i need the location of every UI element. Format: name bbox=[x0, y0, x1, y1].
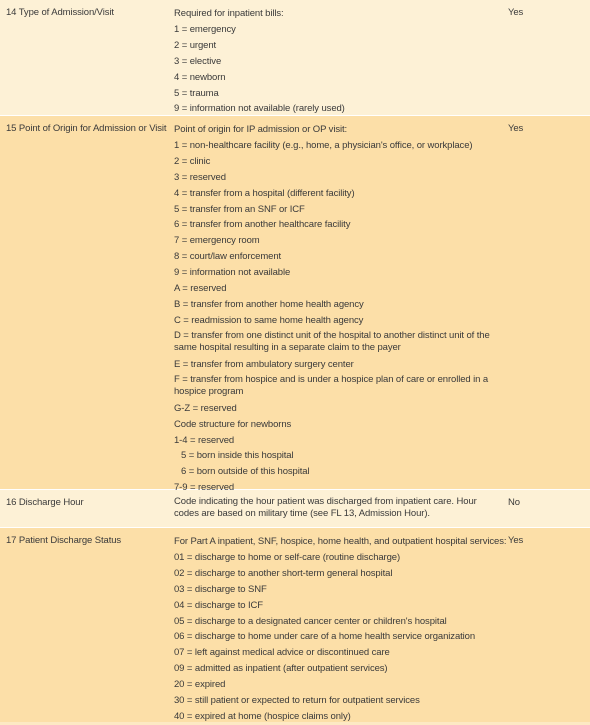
code-line: Required for inpatient bills: bbox=[174, 8, 284, 19]
code-line: 8 = court/law enforcement bbox=[174, 251, 282, 263]
code-line: 1 = emergency bbox=[174, 23, 236, 35]
description-text: Code indicating the hour patient was discharged from inpatient care. Hour codes are based on military time (see FL 13, Admission Hour). bbox=[174, 496, 477, 519]
table-row bbox=[0, 528, 590, 722]
code-line: F = transfer from hospice and is under a hospice plan of care or enrolled in a hospice program bbox=[174, 373, 489, 397]
field-name-cell: 14 Type of Admission/Visit bbox=[6, 7, 114, 18]
code-line: 6 = born outside of this hospital bbox=[181, 466, 310, 478]
description-cell bbox=[168, 490, 502, 527]
code-line: 06 = discharge to home under care of a home health service organization bbox=[174, 631, 476, 643]
code-line: 01 = discharge to home or self-care (routine discharge) bbox=[174, 551, 401, 563]
code-line: 9 = information not available (rarely used) bbox=[174, 103, 345, 115]
code-line: 5 = trauma bbox=[174, 87, 219, 99]
code-line: 4 = transfer from a hospital (different facility) bbox=[174, 187, 355, 199]
code-line: 3 = elective bbox=[174, 55, 222, 67]
required-cell: Yes bbox=[508, 535, 524, 546]
code-line: 05 = discharge to a designated cancer center or children's hospital bbox=[174, 615, 447, 627]
code-line: 7-9 = reserved bbox=[174, 482, 235, 494]
table-row bbox=[0, 116, 590, 494]
description-cell bbox=[168, 0, 502, 115]
code-line: E = transfer from ambulatory surgery center bbox=[174, 358, 354, 370]
code-line: 03 = discharge to SNF bbox=[174, 583, 267, 595]
code-line: 09 = admitted as inpatient (after outpatient services) bbox=[174, 663, 388, 675]
code-line: B = transfer from another home health agency bbox=[174, 298, 364, 310]
required-cell: Yes bbox=[508, 123, 524, 134]
code-line: 6 = transfer from another healthcare facility bbox=[174, 219, 351, 231]
code-line: 5 = transfer from an SNF or ICF bbox=[174, 203, 305, 215]
code-line: 2 = clinic bbox=[174, 155, 211, 167]
code-line: 4 = newborn bbox=[174, 71, 226, 83]
code-line: 1 = non-healthcare facility (e.g., home, a physician's office, or workplace) bbox=[174, 139, 473, 151]
code-line: 04 = discharge to ICF bbox=[174, 599, 263, 611]
code-line: A = reserved bbox=[174, 283, 227, 295]
description-cell bbox=[168, 528, 507, 722]
code-line: 40 = expired at home (hospice claims only) bbox=[174, 710, 351, 722]
description-cell bbox=[168, 116, 502, 494]
code-line: C = readmission to same home health agency bbox=[174, 314, 364, 326]
required-cell: Yes bbox=[508, 7, 524, 18]
field-name-cell: 15 Point of Origin for Admission or Visit bbox=[6, 123, 167, 134]
code-line: D = transfer from one distinct unit of the hospital to another distinct unit of the same hospital resulting in a separate claim to the payer bbox=[174, 329, 490, 353]
code-line: For Part A inpatient, SNF, hospice, home health, and outpatient hospital services: bbox=[174, 536, 507, 547]
code-line: 1-4 = reserved bbox=[174, 434, 235, 446]
code-line: 07 = left against medical advice or discontinued care bbox=[174, 647, 390, 659]
required-cell: No bbox=[508, 497, 520, 508]
table-row bbox=[0, 490, 590, 528]
field-name-cell: 16 Discharge Hour bbox=[6, 497, 84, 508]
code-line: Point of origin for IP admission or OP visit: bbox=[174, 124, 348, 135]
code-line: 9 = information not available bbox=[174, 267, 291, 279]
code-line: Code structure for newborns bbox=[174, 418, 292, 430]
table-row bbox=[0, 0, 590, 116]
code-line: 5 = born inside this hospital bbox=[181, 450, 294, 462]
code-line: 7 = emergency room bbox=[174, 235, 260, 247]
code-line: 20 = expired bbox=[174, 679, 226, 691]
code-line: 02 = discharge to another short-term general hospital bbox=[174, 567, 393, 579]
field-name-cell: 17 Patient Discharge Status bbox=[6, 535, 122, 546]
code-line: 2 = urgent bbox=[174, 39, 217, 51]
code-line: G-Z = reserved bbox=[174, 402, 237, 414]
code-line: 30 = still patient or expected to return for outpatient services bbox=[174, 695, 420, 707]
code-line: 3 = reserved bbox=[174, 171, 226, 183]
